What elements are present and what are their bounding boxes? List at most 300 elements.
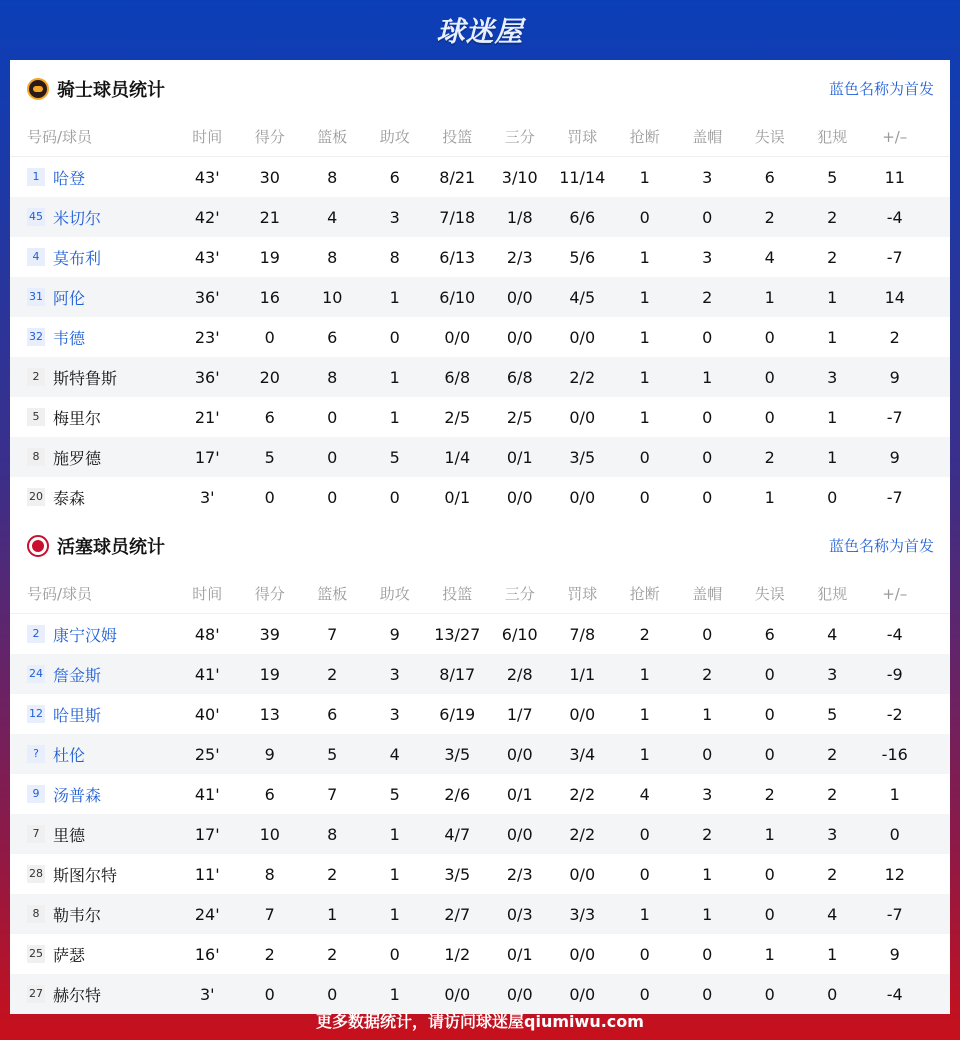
stat-cell: 0/0 — [506, 287, 533, 307]
column-header: 得分 — [254, 585, 285, 603]
stat-cell: -16 — [881, 744, 908, 764]
stat-cell: -7 — [886, 487, 903, 507]
player-row[interactable] — [10, 477, 950, 517]
player-name-link[interactable]: 哈登 — [53, 168, 86, 188]
stat-cell: 0/3 — [506, 904, 533, 924]
column-header: 号码/球员 — [27, 585, 93, 603]
column-header: 抢断 — [629, 585, 660, 603]
stat-cell: 1 — [702, 864, 713, 884]
stat-cell: 0/0 — [506, 487, 533, 507]
stat-cell: 9 — [889, 447, 900, 467]
stat-cell: 3 — [389, 207, 400, 227]
stat-cell: 0/0 — [444, 327, 471, 347]
column-header: 三分 — [504, 585, 535, 603]
stat-cell: 4/5 — [569, 287, 596, 307]
stat-cell: 0 — [327, 447, 338, 467]
stat-cell: 43' — [194, 167, 220, 187]
stat-cell: 7 — [327, 624, 338, 644]
column-header: +/– — [882, 584, 908, 603]
stat-cell: 11 — [884, 167, 905, 187]
stat-cell: -4 — [886, 984, 903, 1004]
column-header: 投篮 — [442, 128, 473, 146]
team-section-header — [10, 60, 950, 117]
stat-cell: 2/2 — [569, 367, 596, 387]
stat-cell: 0 — [702, 407, 713, 427]
column-header: 三分 — [504, 128, 535, 146]
stat-cell: 6/8 — [506, 367, 533, 387]
stat-cell: 2 — [764, 447, 775, 467]
stat-cell: 7 — [264, 904, 275, 924]
stat-cell: 2 — [827, 247, 838, 267]
stat-cell: 0 — [639, 944, 650, 964]
stat-cell: 3' — [199, 984, 215, 1004]
player-cell — [10, 743, 176, 766]
player-cell — [10, 863, 176, 886]
stat-cell: 6/10 — [439, 287, 476, 307]
stat-cell: 0 — [264, 487, 275, 507]
stat-cell: 1 — [827, 287, 838, 307]
column-header: 号码/球员 — [27, 128, 93, 146]
stat-cell: 0 — [764, 407, 775, 427]
stat-cell: 1 — [639, 704, 650, 724]
starter-legend-note: 蓝色名称为首发 — [828, 80, 934, 98]
stat-cell: -7 — [886, 407, 903, 427]
stat-cell: 3' — [199, 487, 215, 507]
stat-cell: 5 — [389, 784, 400, 804]
stat-cell: 1 — [389, 407, 400, 427]
stat-cell: 1 — [639, 287, 650, 307]
player-row[interactable] — [10, 654, 950, 694]
stat-cell: 8 — [389, 247, 400, 267]
player-row[interactable] — [10, 774, 950, 814]
player-name-link[interactable]: 泰森 — [53, 488, 86, 508]
stat-cell: 0 — [827, 487, 838, 507]
column-header: 抢断 — [629, 128, 660, 146]
brand-logo: 球迷屋 — [436, 15, 524, 48]
stat-cell: 1 — [389, 287, 400, 307]
player-name-link[interactable]: 勒韦尔 — [53, 905, 102, 925]
stats-panel — [10, 60, 950, 1005]
stat-cell: 9 — [889, 367, 900, 387]
jersey-number-badge: 9 — [27, 785, 45, 803]
stat-cell: 1 — [639, 367, 650, 387]
stat-cell: 2/2 — [569, 824, 596, 844]
stat-cell: 2/6 — [444, 784, 471, 804]
stat-cell: 2 — [827, 784, 838, 804]
player-cell — [10, 783, 176, 806]
column-header: 失误 — [754, 585, 785, 603]
column-header: 盖帽 — [692, 585, 723, 603]
player-row[interactable] — [10, 397, 950, 437]
stat-cell: 3 — [389, 664, 400, 684]
player-name-link[interactable]: 米切尔 — [53, 208, 102, 228]
stat-cell: 8 — [327, 167, 338, 187]
stat-cell: 2 — [827, 864, 838, 884]
stat-cell: 3/5 — [444, 864, 471, 884]
player-row[interactable] — [10, 237, 950, 277]
player-row[interactable] — [10, 277, 950, 317]
stat-cell: 1 — [764, 944, 775, 964]
column-header: 得分 — [254, 128, 285, 146]
player-cell — [10, 823, 176, 846]
stat-cell: 8 — [264, 864, 275, 884]
stat-cell: 2/2 — [569, 784, 596, 804]
stat-cell: -9 — [886, 664, 903, 684]
stat-cell: 2 — [639, 624, 650, 644]
player-name-link[interactable]: 萨瑟 — [53, 945, 86, 965]
stat-cell: 3/3 — [569, 904, 596, 924]
jersey-number-badge: 20 — [27, 488, 45, 506]
column-header: 时间 — [192, 128, 223, 146]
stat-cell: 17' — [194, 447, 220, 467]
stat-cell: 39 — [259, 624, 280, 644]
stat-cell: 5 — [827, 704, 838, 724]
stat-cell: 0 — [327, 984, 338, 1004]
stat-cell: 20 — [259, 367, 280, 387]
stat-cell: 4 — [639, 784, 650, 804]
stat-cell: 5/6 — [569, 247, 596, 267]
stat-cell: 30 — [259, 167, 280, 187]
stat-cell: 0 — [264, 327, 275, 347]
stat-cell: 4 — [827, 904, 838, 924]
stat-cell: 1/7 — [506, 704, 533, 724]
stat-cell: 1/2 — [444, 944, 471, 964]
stat-cell: 7 — [327, 784, 338, 804]
stat-cell: 12 — [884, 864, 905, 884]
stat-cell: 0 — [264, 984, 275, 1004]
stat-cell: 8 — [327, 247, 338, 267]
stat-cell: 0 — [639, 824, 650, 844]
player-cell — [10, 663, 176, 686]
player-name-link[interactable]: 梅里尔 — [53, 408, 102, 428]
stat-cell: -7 — [886, 904, 903, 924]
jersey-number-badge: 5 — [27, 408, 45, 426]
stat-cell: 2 — [327, 864, 338, 884]
stat-cell: 5 — [327, 744, 338, 764]
team-section — [10, 517, 950, 1014]
player-cell — [10, 366, 176, 389]
stat-cell: 2/7 — [444, 904, 471, 924]
stat-cell: 1 — [389, 367, 400, 387]
stat-cell: 10 — [259, 824, 280, 844]
stat-cell: 8/17 — [439, 664, 476, 684]
stat-cell: 6 — [764, 624, 775, 644]
player-name-link[interactable]: 里德 — [53, 825, 86, 845]
team-section — [10, 60, 950, 517]
stat-cell: 13 — [259, 704, 280, 724]
stat-cell: 6 — [264, 784, 275, 804]
player-name-link[interactable]: 莫布利 — [53, 248, 102, 268]
stat-cell: 1 — [639, 327, 650, 347]
stat-cell: 1 — [327, 904, 338, 924]
column-header: 助攻 — [379, 128, 410, 146]
stat-cell: 5 — [264, 447, 275, 467]
player-row[interactable] — [10, 317, 950, 357]
stat-cell: 40' — [194, 704, 220, 724]
stat-cell: 21' — [194, 407, 220, 427]
player-name-link[interactable]: 斯图尔特 — [53, 865, 118, 885]
stat-cell: 4 — [764, 247, 775, 267]
stat-cell: 4 — [327, 207, 338, 227]
stat-cell: 0/0 — [569, 327, 596, 347]
stat-cell: 5 — [827, 167, 838, 187]
stat-cell: 6 — [327, 704, 338, 724]
stat-cell: 0 — [639, 207, 650, 227]
player-row[interactable] — [10, 437, 950, 477]
stat-cell: 0 — [389, 944, 400, 964]
stat-cell: 0 — [639, 487, 650, 507]
stat-cell: 6/13 — [439, 247, 476, 267]
team-sections — [10, 60, 950, 1014]
player-cell — [10, 446, 176, 469]
jersey-number-badge: 45 — [27, 208, 45, 226]
player-row[interactable] — [10, 734, 950, 774]
stat-cell: 0/0 — [569, 407, 596, 427]
stat-cell: 4/7 — [444, 824, 471, 844]
stat-cell: 17' — [194, 824, 220, 844]
stat-cell: 0/0 — [506, 744, 533, 764]
stat-cell: 7/8 — [569, 624, 596, 644]
player-name-link[interactable]: 韦德 — [53, 328, 86, 348]
stat-cell: 3 — [827, 664, 838, 684]
stat-cell: 6 — [764, 167, 775, 187]
stat-cell: 1 — [702, 367, 713, 387]
jersey-number-badge: 2 — [27, 625, 45, 643]
jersey-number-badge: ? — [27, 745, 45, 763]
column-header: 犯规 — [817, 585, 848, 603]
stat-cell: 11' — [194, 864, 220, 884]
stat-cell: 9 — [889, 944, 900, 964]
stat-cell: 1 — [827, 327, 838, 347]
stat-cell: 43' — [194, 247, 220, 267]
jersey-number-badge: 31 — [27, 288, 45, 306]
stat-cell: 0 — [702, 447, 713, 467]
player-row[interactable] — [10, 694, 950, 734]
stat-cell: 2 — [702, 664, 713, 684]
stat-cell: 3/5 — [569, 447, 596, 467]
player-cell — [10, 703, 176, 726]
stat-cell: 2/3 — [506, 247, 533, 267]
stat-cell: 2 — [702, 287, 713, 307]
player-name-link[interactable]: 哈里斯 — [53, 705, 102, 725]
stat-cell: 0/0 — [506, 824, 533, 844]
column-header-row — [10, 117, 950, 157]
player-name-link[interactable]: 詹金斯 — [53, 665, 102, 685]
stat-cell: 0/1 — [506, 447, 533, 467]
stat-cell: 16' — [194, 944, 220, 964]
stat-cell: 3/10 — [501, 167, 538, 187]
player-row[interactable] — [10, 934, 950, 974]
stat-cell: 0/0 — [569, 487, 596, 507]
stat-cell: 0/0 — [506, 327, 533, 347]
stat-cell: 1 — [764, 487, 775, 507]
stat-cell: 0 — [764, 367, 775, 387]
stat-cell: 3 — [702, 784, 713, 804]
player-cell — [10, 623, 176, 646]
stat-cell: 0 — [764, 984, 775, 1004]
player-cell — [10, 943, 176, 966]
stat-cell: 1 — [702, 704, 713, 724]
stat-cell: 1 — [639, 247, 650, 267]
stat-cell: 1 — [639, 744, 650, 764]
stat-cell: 3/5 — [444, 744, 471, 764]
stat-cell: 1/4 — [444, 447, 471, 467]
stat-cell: 14 — [884, 287, 905, 307]
jersey-number-badge: 1 — [27, 168, 45, 186]
stat-cell: 9 — [389, 624, 400, 644]
stat-cell: 6 — [327, 327, 338, 347]
stat-cell: 0 — [764, 744, 775, 764]
stat-cell: 36' — [194, 287, 220, 307]
player-cell — [10, 166, 176, 189]
stat-cell: 41' — [194, 664, 220, 684]
player-name-link[interactable]: 杜伦 — [53, 745, 86, 765]
stat-cell: 19 — [259, 664, 280, 684]
stat-cell: 0/0 — [569, 864, 596, 884]
stat-cell: -4 — [886, 207, 903, 227]
player-cell — [10, 206, 176, 229]
cavaliers-logo-icon — [27, 78, 49, 100]
stat-cell: 3 — [827, 367, 838, 387]
stat-cell: 21 — [259, 207, 280, 227]
player-row[interactable] — [10, 614, 950, 654]
stat-cell: 0 — [764, 664, 775, 684]
stat-cell: 0/0 — [569, 984, 596, 1004]
stat-cell: 1 — [639, 167, 650, 187]
stat-cell: 3 — [827, 824, 838, 844]
stat-cell: 8 — [327, 367, 338, 387]
column-header: 时间 — [192, 585, 223, 603]
stat-cell: 1 — [389, 904, 400, 924]
stat-cell: 1 — [764, 824, 775, 844]
stat-cell: 0 — [327, 407, 338, 427]
stat-cell: 11/14 — [559, 167, 606, 187]
player-row[interactable] — [10, 854, 950, 894]
stat-cell: 0/1 — [506, 944, 533, 964]
player-row[interactable] — [10, 894, 950, 934]
stat-cell: 0/1 — [506, 784, 533, 804]
stat-cell: 0 — [702, 327, 713, 347]
stat-cell: 0/0 — [506, 984, 533, 1004]
stat-cell: 3/4 — [569, 744, 596, 764]
player-name-link[interactable]: 康宁汉姆 — [53, 625, 118, 645]
stat-cell: 3 — [389, 704, 400, 724]
stat-cell: 0 — [764, 904, 775, 924]
jersey-number-badge: 8 — [27, 905, 45, 923]
stat-cell: 2 — [764, 207, 775, 227]
stat-cell: 0 — [702, 944, 713, 964]
stat-cell: 2 — [889, 327, 900, 347]
stat-cell: 1 — [389, 984, 400, 1004]
player-name-link[interactable]: 斯特鲁斯 — [53, 368, 118, 388]
stat-cell: 8 — [327, 824, 338, 844]
player-row[interactable] — [10, 814, 950, 854]
stat-cell: 5 — [389, 447, 400, 467]
player-name-link[interactable]: 赫尔特 — [53, 985, 102, 1005]
stat-cell: 0/0 — [569, 704, 596, 724]
footer-banner[interactable]: 更多数据统计，请访问球迷屋qiumiwu.com — [316, 1011, 644, 1031]
stat-cell: 6/8 — [444, 367, 471, 387]
column-header: 篮板 — [317, 585, 348, 603]
stat-cell: 1 — [827, 447, 838, 467]
stat-cell: 6/19 — [439, 704, 476, 724]
stat-cell: 2/5 — [506, 407, 533, 427]
stat-cell: 0 — [702, 984, 713, 1004]
stat-cell: 23' — [194, 327, 220, 347]
stat-cell: 1 — [389, 824, 400, 844]
jersey-number-badge: 27 — [27, 985, 45, 1003]
player-name-link[interactable]: 施罗德 — [53, 448, 102, 468]
top-banner — [0, 0, 960, 60]
stat-cell: 2 — [764, 784, 775, 804]
player-cell — [10, 246, 176, 269]
stat-cell: 2 — [327, 944, 338, 964]
stat-cell: 13/27 — [434, 624, 481, 644]
stat-cell: 1 — [827, 407, 838, 427]
stat-cell: 1 — [639, 904, 650, 924]
stat-cell: 2 — [827, 744, 838, 764]
player-row[interactable] — [10, 197, 950, 237]
stat-cell: 48' — [194, 624, 220, 644]
player-cell — [10, 406, 176, 429]
jersey-number-badge: 28 — [27, 865, 45, 883]
stat-cell: 2/5 — [444, 407, 471, 427]
stat-cell: 0 — [639, 984, 650, 1004]
jersey-number-badge: 7 — [27, 825, 45, 843]
stat-cell: 4 — [827, 624, 838, 644]
stat-cell: 16 — [259, 287, 280, 307]
stat-cell: 0 — [389, 487, 400, 507]
stat-cell: 24' — [194, 904, 220, 924]
stat-cell: 6 — [264, 407, 275, 427]
column-header: 罚球 — [567, 585, 598, 603]
column-header: +/– — [882, 127, 908, 146]
jersey-number-badge: 4 — [27, 248, 45, 266]
column-header: 投篮 — [442, 585, 473, 603]
stat-cell: 8/21 — [439, 167, 476, 187]
pistons-logo-icon — [27, 535, 49, 557]
stat-cell: 0 — [639, 864, 650, 884]
stat-cell: 2 — [827, 207, 838, 227]
stat-cell: 6 — [389, 167, 400, 187]
stat-cell: 2 — [327, 664, 338, 684]
stat-cell: 36' — [194, 367, 220, 387]
stat-cell: 1 — [639, 664, 650, 684]
stat-cell: -2 — [886, 704, 903, 724]
player-name-link[interactable]: 汤普森 — [53, 785, 102, 805]
player-row[interactable] — [10, 357, 950, 397]
column-header: 罚球 — [567, 128, 598, 146]
jersey-number-badge: 32 — [27, 328, 45, 346]
stat-cell: 0 — [702, 487, 713, 507]
stat-cell: 42' — [194, 207, 220, 227]
stat-cell: 0 — [889, 824, 900, 844]
stat-cell: 2 — [702, 824, 713, 844]
stat-cell: 0/0 — [569, 944, 596, 964]
player-name-link[interactable]: 阿伦 — [53, 288, 86, 308]
jersey-number-badge: 2 — [27, 368, 45, 386]
stat-cell: 1 — [639, 407, 650, 427]
stat-cell: 4 — [389, 744, 400, 764]
column-header: 助攻 — [379, 585, 410, 603]
stat-cell: 1 — [389, 864, 400, 884]
player-row[interactable] — [10, 157, 950, 197]
stat-cell: 6/10 — [501, 624, 538, 644]
stat-cell: 0 — [702, 207, 713, 227]
player-cell — [10, 326, 176, 349]
stat-cell: 19 — [259, 247, 280, 267]
stat-cell: 25' — [194, 744, 220, 764]
